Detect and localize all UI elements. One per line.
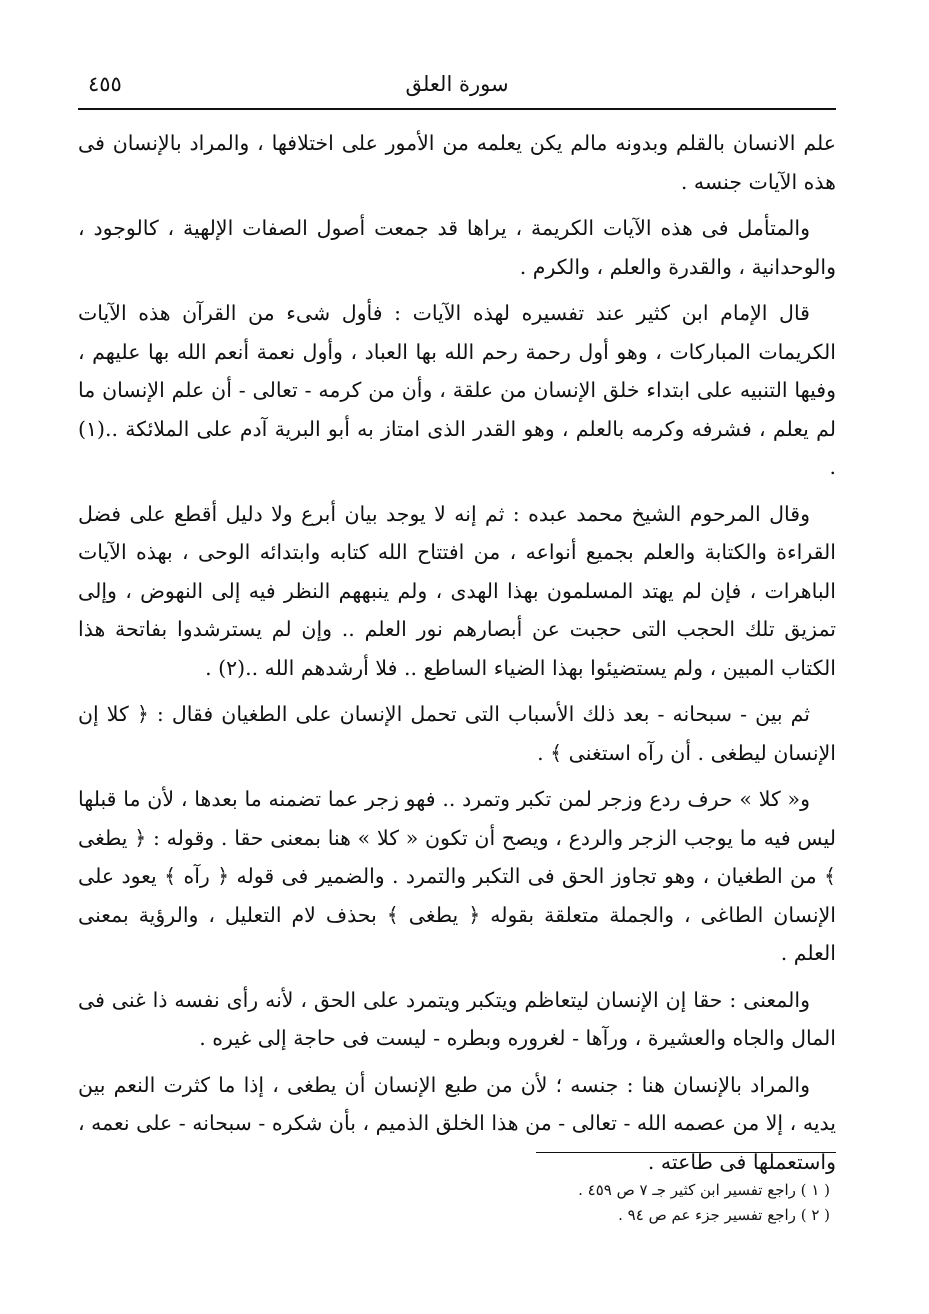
paragraph-5: ثم بين - سبحانه - بعد ذلك الأسباب التى تحمل الإنسان على الطغيان فقال : ﴿ كلا إن الإنسان ليطغى . أن رآه استغنى ﴾ . xyxy=(78,702,836,765)
footnote-1: ( ١ ) راجع تفسير ابن كثير جـ ٧ ص ٤٥٩ . xyxy=(578,1181,830,1199)
paragraph-4: وقال المرحوم الشيخ محمد عبده : ثم إنه لا يوجد بيان أبرع ولا دليل أقطع على فضل القراءة والكتابة والعلم بجميع أنواعه ، من افتتاح الله كتابه وابتدائه الوحى ، بهذه الآيات الباهرات ، فإن لم يهتد المسلمون بهذا الهدى ، ولم ينبههم النظر فيه إلى النهوض ، وإلى تمزيق تلك الحجب التى حجبت عن أبصارهم نور العلم .. وإن لم يسترشدوا بفاتحة هذا الكتاب المبين ، ولم يستضيئوا بهذا الضياء الساطع .. فلا أرشدهم الله ..(٢) . xyxy=(78,501,836,680)
footnote-divider xyxy=(536,1152,836,1153)
paragraph-7: والمعنى : حقا إن الإنسان ليتعاظم ويتكبر ويتمرد على الحق ، لأنه رأى نفسه ذا غنى فى المال والجاه والعشيرة ، ورآها - لغروره وبطره - ليست فى حاجة إلى غيره . xyxy=(78,987,836,1050)
header-divider xyxy=(78,108,836,110)
book-page xyxy=(78,60,837,1224)
page-header xyxy=(78,60,836,106)
paragraph-8: والمراد بالإنسان هنا : جنسه ؛ لأن من طبع الإنسان أن يطغى ، إذا ما كثرت النعم بين يديه ، إلا من عصمه الله - تعالى - من هذا الخلق الذميم ، بأن شكره - سبحانه - على نعمه ، واستعملها فى طاعته . xyxy=(78,1072,836,1174)
paragraph-1: علم الانسان بالقلم وبدونه مالم يكن يعلمه من الأمور على اختلافها ، والمراد بالإنسان فى هذه الآيات جنسه . xyxy=(78,131,836,194)
page-body xyxy=(78,124,836,1181)
footnotes xyxy=(78,1178,836,1228)
running-title: سورة العلق xyxy=(405,72,509,96)
page-number: ٤٥٥ xyxy=(88,72,122,96)
footnote-2: ( ٢ ) راجع تفسير جزء عم ص ٩٤ . xyxy=(618,1206,830,1224)
paragraph-6: و« كلا » حرف ردع وزجر لمن تكبر وتمرد .. فهو زجر عما تضمنه ما بعدها ، لأن ما قبلها ليس فيه ما يوجب الزجر والردع ، ويصح أن تكون « كلا » هنا بمعنى حقا . وقوله : ﴿ يطغى ﴾ من الطغيان ، وهو تجاوز الحق فى التكبر والتمرد . والضمير فى قوله ﴿ رآه ﴾ يعود على الإنسان الطاغى ، والجملة متعلقة بقوله ﴿ يطغى ﴾ بحذف لام التعليل ، والرؤية بمعنى العلم . xyxy=(78,787,837,965)
paragraph-3: قال الإمام ابن كثير عند تفسيره لهذه الآيات : فأول شىء من القرآن هذه الآيات الكريمات المباركات ، وهو أول رحمة رحم الله بها العباد ، وأول نعمة أنعم الله بها عليهم ، وفيها التنبيه على ابتداء خلق الإنسان من علقة ، وأن من كرمه - تعالى - أن علم الإنسان ما لم يعلم ، فشرفه وكرمه بالعلم ، وهو القدر الذى امتاز به أبو البرية آدم على الملائكة ..(١) . xyxy=(78,301,836,479)
paragraph-2: والمتأمل فى هذه الآيات الكريمة ، يراها قد جمعت أصول الصفات الإلهية ، كالوجود ، والوحدانية ، والقدرة والعلم ، والكرم . xyxy=(78,216,836,279)
